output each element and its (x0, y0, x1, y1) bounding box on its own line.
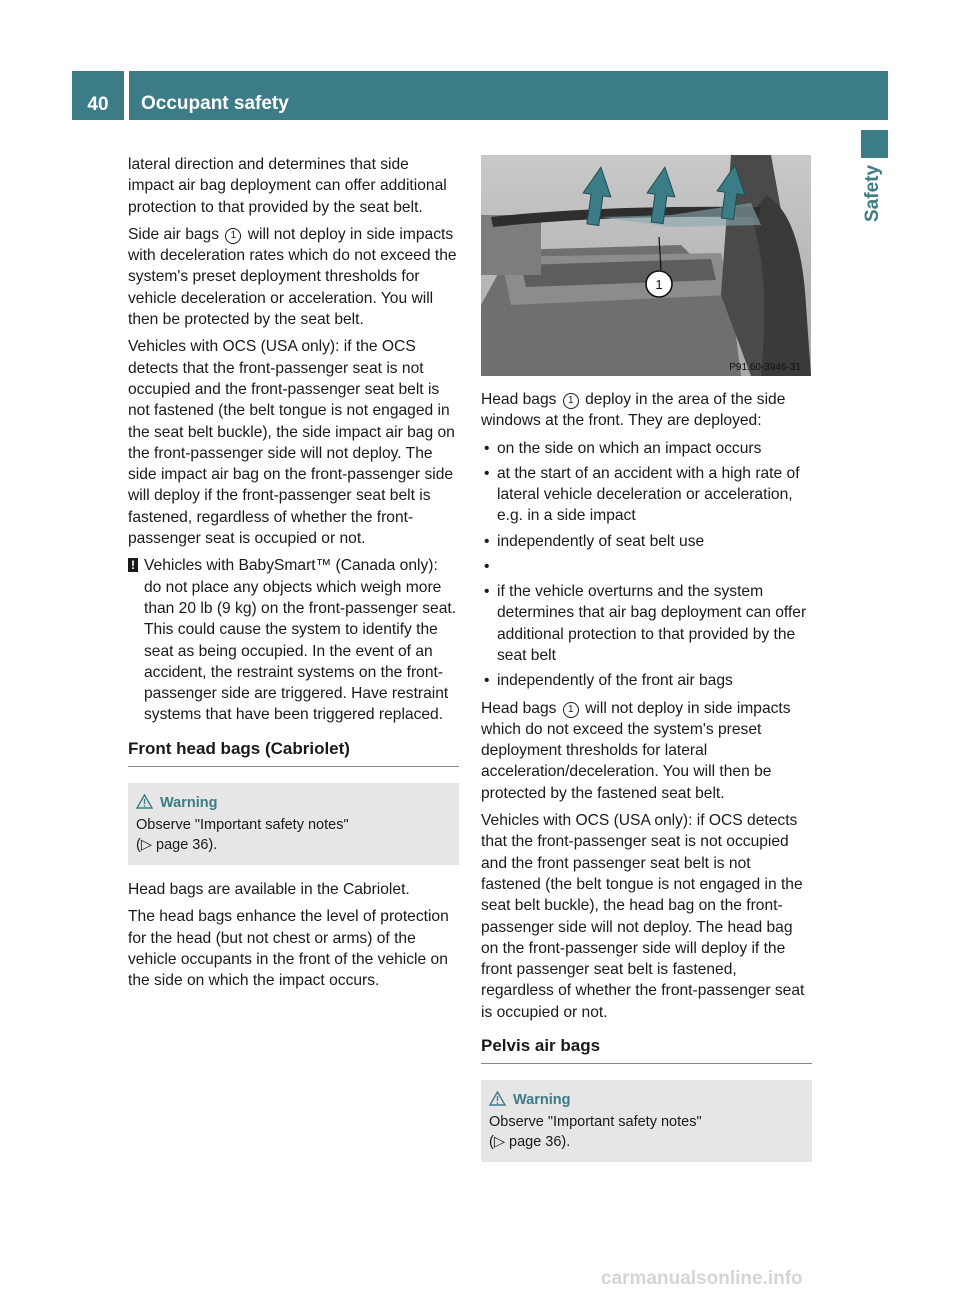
image-code: P91.60-3946-31 (729, 362, 801, 373)
paragraph: Head bags 1 will not deploy in side impacts which do not exceed the system's preset deployment thresholds for lateral acceleration/deceleration. You will then be protected by the fastened seat belt. (481, 699, 791, 802)
warning-title: Warning (160, 795, 218, 812)
paragraph: Vehicles with OCS (USA only): if the OCS detects that the front-passenger seat is not occupied and the front-passenger seat belt is not fastened (the belt tongue is not engaged in the seat belt buckle), the side impact air bag on the front-passenger side will not deploy. The side impact air bag on the front-passenger side will deploy if the front-passenger seat belt is fastened, regardless of whether the front-passenger seat is occupied or not. (128, 338, 455, 548)
list-item: • on the side on which an impact occurs (481, 438, 812, 459)
paragraph: The head bags enhance the level of protection for the head (but not chest or arms) of the vehicle occupants in the front of the vehicle on the side on which the impact occurs. (128, 908, 449, 990)
section-heading: Front head bags (Cabriolet) (128, 738, 459, 767)
page-reference[interactable]: (▷ page 36). (489, 1134, 571, 1151)
paragraph: Head bags 1 deploy in the area of the side windows at the front. They are deployed: (481, 391, 786, 430)
section-heading: Pelvis air bags (481, 1035, 812, 1064)
warning-box (481, 1080, 812, 1162)
list-item: • if the vehicle overturns and the system determines that air bag deployment can offer additional protection to that provided by the seat belt (481, 581, 812, 666)
paragraph: lateral direction and determines that side impact air bag deployment can offer additional protection to that provided by the seat belt. (128, 156, 447, 216)
list-item: • at the start of an accident with a high rate of lateral vehicle deceleration or acceleration, e.g. in a side impact (481, 463, 812, 527)
callout-1-icon: 1 (563, 393, 579, 409)
note-text: Vehicles with BabySmart™ (Canada only): do not place any objects which weigh more than 20 lb (9 kg) on the front-passenger seat. This could cause the system to identify the seat as being occupied. In the event of an accident, the restraint systems on the front-passenger side are triggered. Have restraint systems that have been triggered replaced. (144, 557, 457, 724)
page-title: Occupant safety (129, 71, 888, 120)
paragraph: Vehicles with OCS (USA only): if OCS detects that the front-passenger seat is not occupied and the front passenger seat belt is not fastened (the belt tongue is not engaged in the seat belt buckle), the head bag on the front-passenger side will not deploy. The head bag on the front-passenger side will deploy if the front passenger seat belt is fastened, regardless of whether the front-passenger seat is occupied or not. (481, 812, 805, 1021)
warning-text: Observe "Important safety notes" (136, 817, 349, 834)
warning-title: Warning (513, 1092, 571, 1109)
page-reference[interactable]: (▷ page 36). (136, 837, 218, 854)
image-callout: 1 (655, 277, 663, 292)
warning-text: Observe "Important safety notes" (489, 1114, 702, 1131)
callout-1-icon: 1 (225, 228, 241, 244)
page-number: 40 (72, 71, 124, 120)
warning-box (128, 783, 459, 865)
warning-triangle-icon (489, 1091, 509, 1112)
left-column (128, 154, 459, 998)
side-tab-marker (861, 130, 888, 158)
list-item: • independently of the front air bags (481, 670, 812, 691)
side-tab-label: Safety (862, 165, 883, 223)
watermark: carmanualsonline.info (601, 1268, 803, 1289)
callout-1-icon: 1 (563, 702, 579, 718)
warning-triangle-icon (136, 794, 156, 815)
list-item: • independently of seat belt use (481, 531, 812, 552)
exclamation-icon: ! (128, 558, 138, 572)
head-bag-photo (481, 155, 811, 376)
deployment-list (481, 438, 812, 692)
note (128, 555, 459, 725)
paragraph: Head bags are available in the Cabriolet. (128, 881, 410, 899)
paragraph: Side air bags 1 will not deploy in side impacts with deceleration rates which do not exceed the system's preset deployment thresholds for vehicle deceleration or acceleration. You will then be protected by the seat belt. (128, 225, 457, 329)
right-column (481, 389, 812, 1176)
list-item (481, 556, 812, 577)
